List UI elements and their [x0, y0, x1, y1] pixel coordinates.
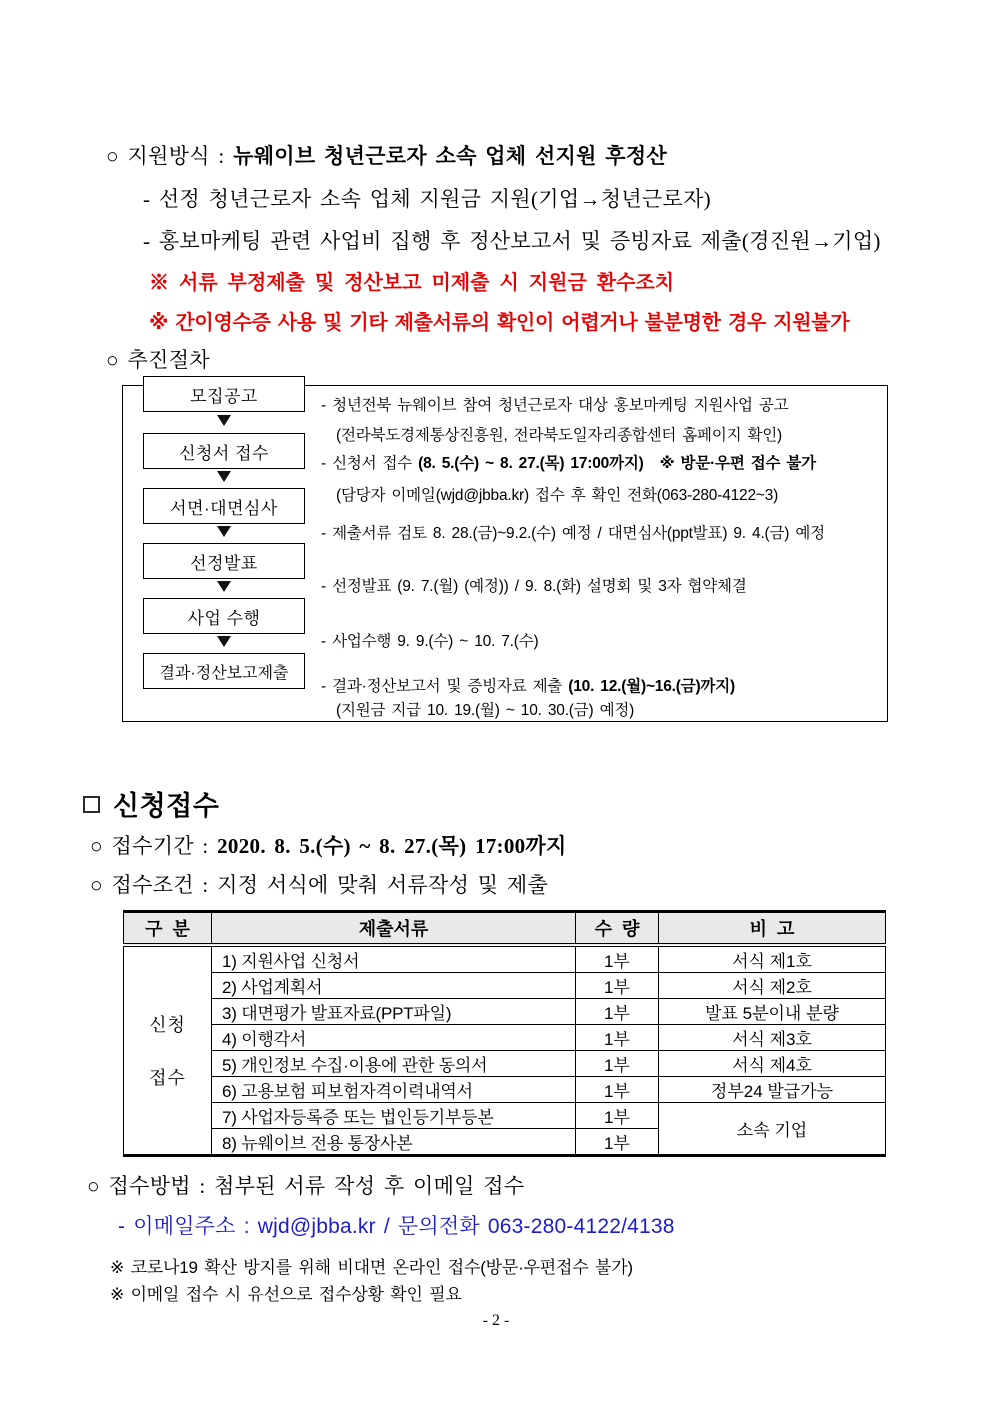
table-row	[124, 1102, 886, 1128]
table-header-row	[124, 912, 886, 945]
quantity-cell: 1부	[576, 1050, 659, 1076]
remark-cell: 발표 5분이내 분량	[659, 998, 886, 1024]
quantity-cell: 1부	[576, 945, 659, 973]
support-method-title-value: 뉴웨이브 청년근로자 소속 업체 선지원 후정산	[233, 144, 668, 168]
confirm-note: ※ 이메일 접수 시 유선으로 접수상황 확인 필요	[110, 1285, 462, 1304]
support-method-item-2: - 홍보마케팅 관련 사업비 집행 후 정산보고서 및 증빙자료 제출(경진원→기업)	[143, 229, 881, 253]
flow-note-screening: - 제출서류 검토 8. 28.(금)~9.2.(수) 예정 / 대면심사(ppt발표) 9. 4.(금) 예정	[321, 525, 825, 542]
table-row	[124, 1024, 886, 1050]
flow-note-report-pre: - 결과·정산보고서 및 증빙자료 제출	[321, 678, 569, 695]
flow-step-announcement: 모집공고	[143, 376, 305, 412]
warning-note-1: ※ 서류 부정제출 및 정산보고 미제출 시 지원금 환수조치	[149, 272, 675, 294]
application-section-header	[83, 784, 219, 823]
covid-note: ※ 코로나19 확산 방지를 위해 비대면 온라인 접수(방문·우편접수 불가)	[110, 1258, 633, 1277]
application-period-label: ○ 접수기간 :	[90, 834, 218, 858]
col-header-quantity: 수 량	[576, 912, 659, 945]
document-cell: 3) 대면평가 발표자료(PPT파일)	[212, 998, 576, 1024]
application-method: ○ 접수방법 : 첨부된 서류 작성 후 이메일 접수	[87, 1174, 525, 1198]
remark-cell: 서식 제2호	[659, 972, 886, 998]
document-cell: 8) 뉴웨이브 전용 통장사본	[212, 1128, 576, 1155]
document-cell: 7) 사업자등록증 또는 법인등기부등본	[212, 1102, 576, 1128]
flow-note-selection: - 선정발표 (9. 7.(월) (예정)) / 9. 8.(화) 설명회 및 3자 협약체결	[321, 578, 747, 595]
flow-note-announcement: - 청년전북 뉴웨이브 참여 청년근로자 대상 홍보마케팅 지원사업 공고	[321, 397, 789, 414]
flow-step-screening: 서면·대면심사	[143, 488, 305, 524]
document-cell: 6) 고용보험 피보험자격이력내역서	[212, 1076, 576, 1102]
remark-cell: 서식 제4호	[659, 1050, 886, 1076]
table-row	[124, 1076, 886, 1102]
col-header-document: 제출서류	[212, 912, 576, 945]
quantity-cell: 1부	[576, 1128, 659, 1155]
quantity-cell: 1부	[576, 1076, 659, 1102]
table-row	[124, 945, 886, 973]
contact-info: - 이메일주소 : wjd@jbba.kr / 문의전화 063-280-4122/4138	[118, 1215, 675, 1238]
application-condition: ○ 접수조건 : 지정 서식에 맞춰 서류작성 및 제출	[90, 873, 549, 897]
quantity-cell: 1부	[576, 1024, 659, 1050]
application-section-title: 신청접수	[113, 791, 220, 821]
table-row	[124, 998, 886, 1024]
flow-step-application: 신청서 접수	[143, 433, 305, 469]
flow-note-execution: - 사업수행 9. 9.(수) ~ 10. 7.(수)	[321, 633, 539, 650]
document-cell: 1) 지원사업 신청서	[212, 945, 576, 973]
category-line-2: 접수	[149, 1067, 186, 1088]
flow-note-report-sub: (지원금 지급 10. 19.(월) ~ 10. 30.(금) 예정)	[336, 702, 635, 719]
remark-cell: 서식 제3호	[659, 1024, 886, 1050]
category-cell	[124, 945, 212, 1156]
document-cell: 5) 개인정보 수집·이용에 관한 동의서	[212, 1050, 576, 1076]
flow-note-report	[321, 674, 735, 696]
category-line-1: 신청	[149, 1014, 186, 1035]
flow-note-application-pre: - 신청서 접수	[321, 455, 419, 472]
arrow-down-icon	[217, 471, 231, 482]
col-header-remark: 비 고	[659, 912, 886, 945]
support-method-title	[106, 140, 667, 170]
submission-documents-table	[123, 910, 886, 1157]
warning-note-2: ※ 간이영수증 사용 및 기타 제출서류의 확인이 어렵거나 불분명한 경우 지원불가	[149, 312, 850, 334]
procedure-title: ○ 추진절차	[106, 348, 210, 372]
flow-note-application-period: (8. 5.(수) ~ 8. 27.(목) 17:00까지)	[418, 455, 644, 472]
arrow-down-icon	[217, 636, 231, 647]
quantity-cell: 1부	[576, 1102, 659, 1128]
flow-note-announcement-sub: (전라북도경제통상진흥원, 전라북도일자리종합센터 홈페이지 확인)	[336, 427, 782, 444]
remark-cell: 서식 제1호	[659, 945, 886, 973]
flow-note-application-restriction: ※ 방문·우편 접수 불가	[659, 455, 816, 472]
document-cell: 2) 사업계획서	[212, 972, 576, 998]
page-number: - 2 -	[482, 1312, 510, 1329]
flow-note-application-sub: (담당자 이메일(wjd@jbba.kr) 접수 후 확인 전화(063-280-4122~3)	[336, 487, 779, 504]
quantity-cell: 1부	[576, 972, 659, 998]
flow-step-execution: 사업 수행	[143, 598, 305, 634]
document-cell: 4) 이행각서	[212, 1024, 576, 1050]
support-method-item-1: - 선정 청년근로자 소속 업체 지원금 지원(기업→청년근로자)	[143, 187, 711, 211]
flow-step-report: 결과·정산보고제출	[143, 653, 305, 689]
quantity-cell: 1부	[576, 998, 659, 1024]
remark-cell-merged: 소속 기업	[659, 1102, 886, 1155]
application-period-value: 2020. 8. 5.(수) ~ 8. 27.(목) 17:00까지	[217, 834, 567, 858]
flow-note-application	[321, 451, 816, 473]
procedure-flowchart	[122, 385, 888, 722]
remark-cell: 정부24 발급가능	[659, 1076, 886, 1102]
table-row	[124, 1050, 886, 1076]
table-row	[124, 972, 886, 998]
section-bullet-icon	[83, 796, 100, 813]
arrow-down-icon	[217, 415, 231, 426]
flow-note-report-deadline: (10. 12.(월)~16.(금)까지)	[568, 678, 735, 695]
arrow-down-icon	[217, 526, 231, 537]
col-header-category: 구 분	[124, 912, 212, 945]
application-period	[90, 830, 567, 860]
support-method-title-label: ○ 지원방식 :	[106, 144, 234, 168]
flow-step-selection: 선정발표	[143, 543, 305, 579]
arrow-down-icon	[217, 581, 231, 592]
